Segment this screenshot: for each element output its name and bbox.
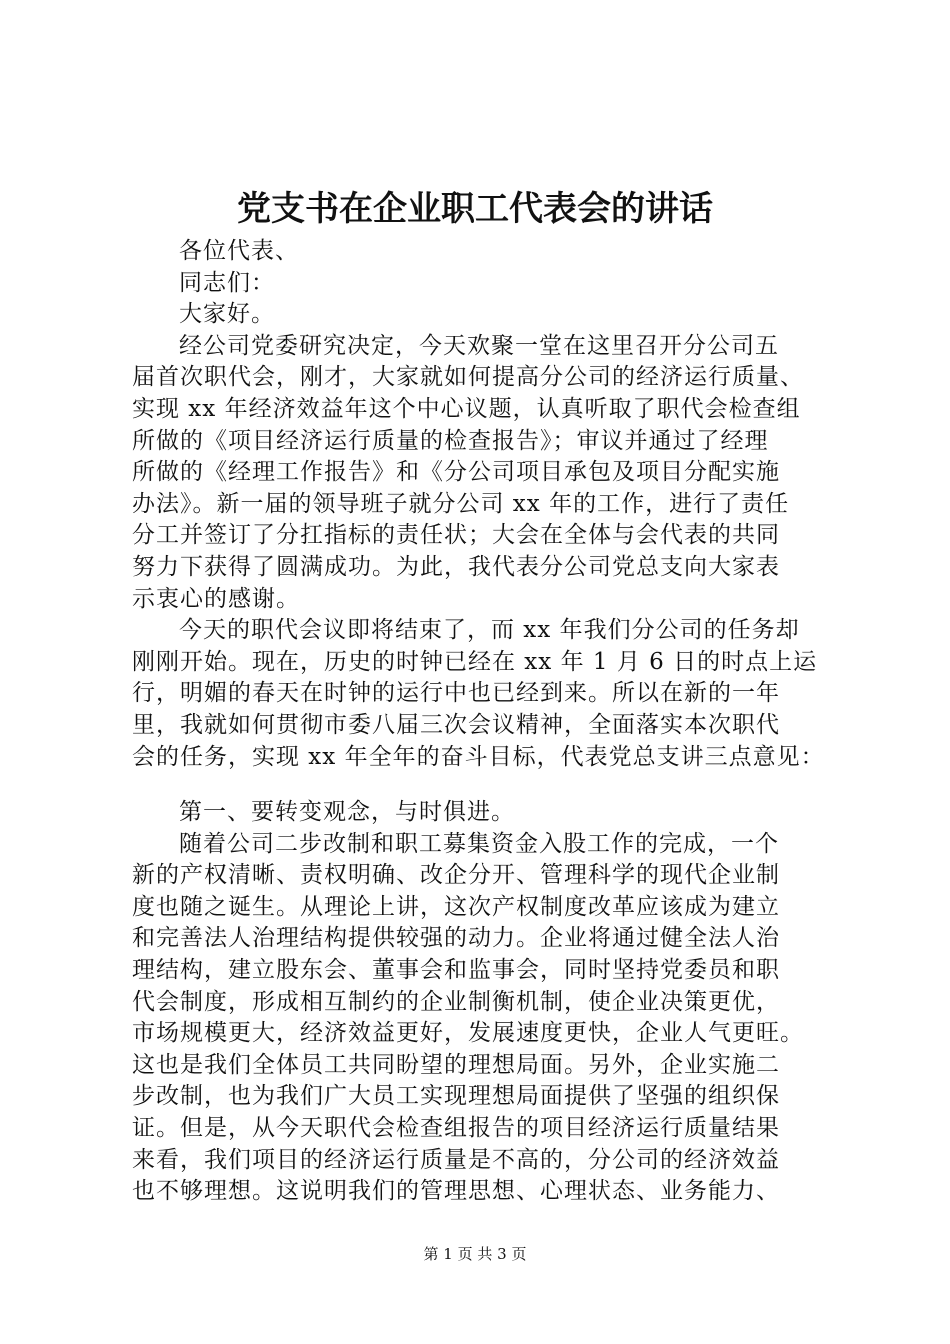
paragraph-line: 随着公司二步改制和职工募集资金入股工作的完成，一个 <box>179 830 779 857</box>
paragraph-line: 行，明媚的春天在时钟的运行中也已经到来。所以在新的一年 <box>132 680 780 707</box>
paragraph-line: 努力下获得了圆满成功。为此，我代表分公司党总支向大家表 <box>132 553 780 580</box>
paragraph-line: 代会制度，形成相互制约的企业制衡机制，使企业决策更优， <box>132 988 780 1015</box>
paragraph-line: 经公司党委研究决定，今天欢聚一堂在这里召开分公司五 <box>179 332 779 359</box>
paragraph-line: 步改制，也为我们广大员工实现理想局面提供了坚强的组织保 <box>132 1083 780 1110</box>
paragraph-line: 市场规模更大，经济效益更好，发展速度更快，企业人气更旺。 <box>132 1020 804 1047</box>
document-body <box>132 236 824 1208</box>
salutation-line: 各位代表、 <box>179 238 299 264</box>
paragraph-line: 今天的职代会议即将结束了，而 xx 年我们分公司的任务却 <box>179 617 800 644</box>
page-number-footer: 第 1 页 共 3 页 <box>423 1245 527 1263</box>
paragraph-line: 新的产权清晰、责权明确、改企分开、管理科学的现代企业制 <box>132 862 780 889</box>
section-heading: 第一、要转变观念，与时俱进。 <box>179 799 515 826</box>
paragraph-line: 也不够理想。这说明我们的管理思想、心理状态、业务能力、 <box>132 1178 780 1205</box>
salutation-line: 同志们： <box>179 269 275 296</box>
paragraph-line: 刚刚开始。现在，历史的时钟已经在 xx 年 1 月 6 日的时点上运 <box>132 648 818 675</box>
paragraph-line: 办法》。新一届的领导班子就分公司 xx 年的工作，进行了责任 <box>132 490 790 517</box>
paragraph-line: 会的任务，实现 xx 年全年的奋斗目标，代表党总支讲三点意见： <box>132 743 825 770</box>
paragraph-line: 所做的《项目经济运行质量的检查报告》；审议并通过了经理 <box>132 427 769 454</box>
paragraph-line: 所做的《经理工作报告》和《分公司项目承包及项目分配实施 <box>132 459 780 486</box>
paragraph-line: 实现 xx 年经济效益年这个中心议题，认真听取了职代会检查组 <box>132 395 801 422</box>
paragraph-line: 来看，我们项目的经济运行质量是不高的，分公司的经济效益 <box>132 1146 780 1173</box>
greeting-line: 大家好。 <box>179 301 275 328</box>
paragraph-line: 度也随之诞生。从理论上讲，这次产权制度改革应该成为建立 <box>132 893 780 920</box>
paragraph-line: 届首次职代会，刚才，大家就如何提高分公司的经济运行质量、 <box>132 364 804 391</box>
document-title: 党支书在企业职工代表会的讲话 <box>237 189 713 229</box>
paragraph-line: 理结构，建立股东会、董事会和监事会，同时坚持党委员和职 <box>132 957 780 984</box>
paragraph-gap <box>132 773 824 797</box>
paragraph-line: 示衷心的感谢。 <box>132 585 300 612</box>
paragraph-line: 里，我就如何贯彻市委八届三次会议精神，全面落实本次职代 <box>132 711 780 738</box>
paragraph-line: 证。但是，从今天职代会检查组报告的项目经济运行质量结果 <box>132 1115 780 1142</box>
paragraph-line: 分工并签订了分扛指标的责任状；大会在全体与会代表的共同 <box>132 522 780 549</box>
paragraph-line: 和完善法人治理结构提供较强的动力。企业将通过健全法人治 <box>132 925 780 952</box>
paragraph-line: 这也是我们全体员工共同盼望的理想局面。另外，企业实施二 <box>132 1051 780 1078</box>
